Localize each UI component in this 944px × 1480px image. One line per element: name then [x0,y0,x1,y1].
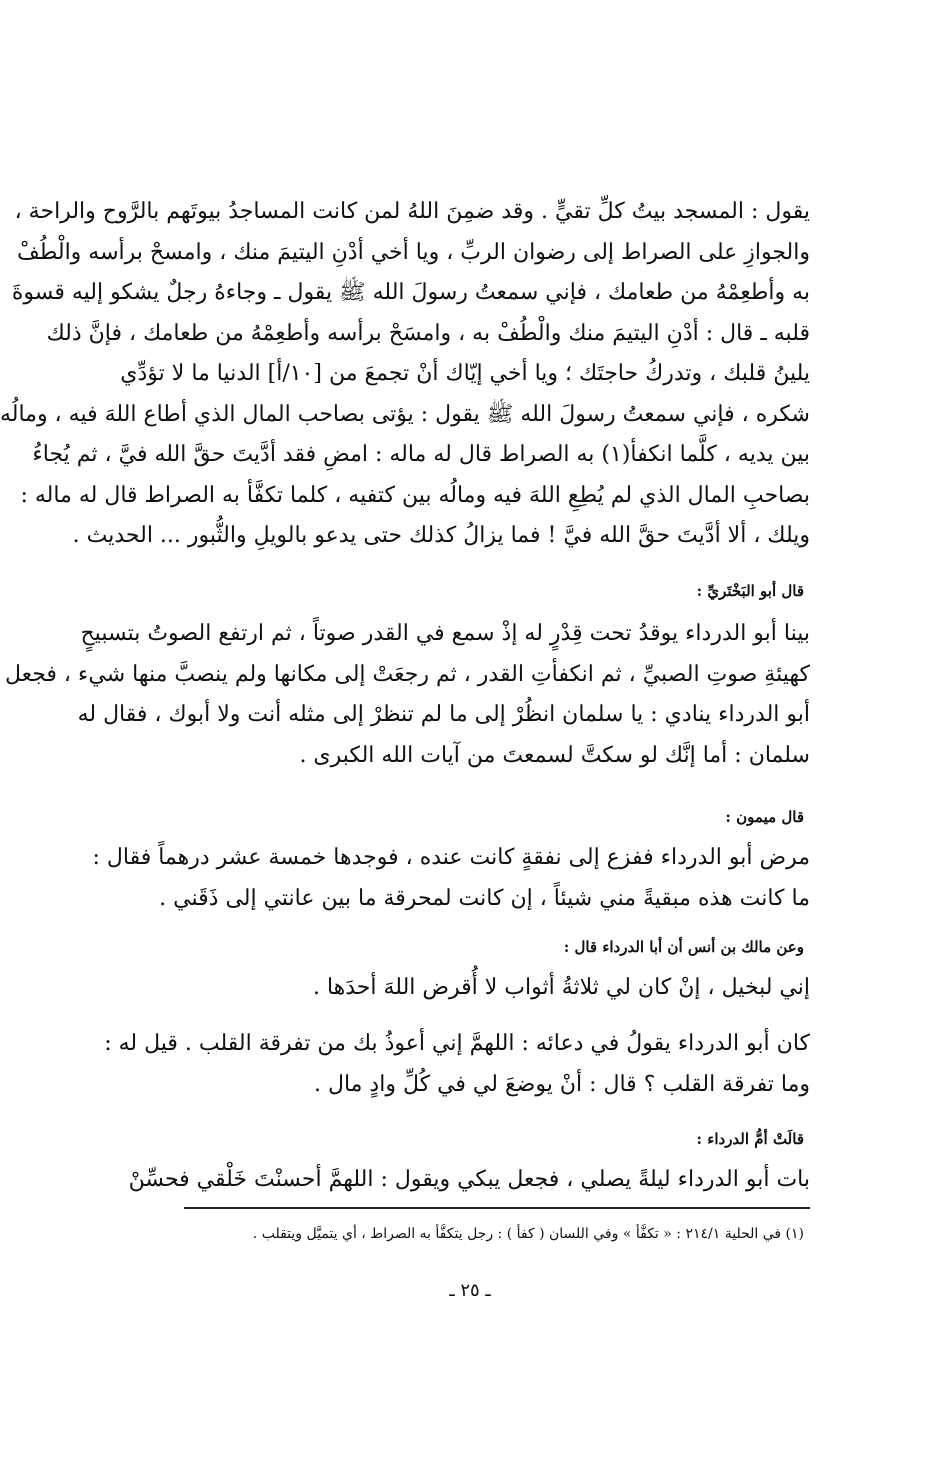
text-line: يقول : المسجد بيتُ كلِّ تقيٍّ . وقد ضمِنَ اللهُ لمن كانت المساجدُ بيوتَهم بالرَّوح والراحة ، [14,199,810,224]
text-line: قلبه ـ قال : أدْنِ اليتيمَ منك والْطُفْ به ، وامسَحْ برأسه وأطعِمْهُ من طعامك ، فإنَّ ذلك [46,320,810,346]
section-heading: قال أبو البَخْتَريِّ : [696,582,804,600]
text-line: أبو الدرداء ينادي : يا سلمان انظُرْ إلى ما لم تنظرْ إلى مثله أنت ولا أبوك ، فقال له [77,702,810,727]
footnote: (١) في الحلية ٢١٤/١ : « تكفَّأ » وفي اللسان ( كفأ ) : رجل يتكفَّأ به الصراط ، أي يتميَّل ويتقلب . [252,1226,804,1242]
text-line: والجوازِ على الصراط إلى رضوان الربِّ ، ويا أخي أدْنِ اليتيمَ منك ، وامسحْ برأسه والْطُفْ [17,239,810,265]
paragraph-6 [120,1160,810,1201]
text-line: بات أبو الدرداء ليلةً يصلي ، فجعل يبكي ويقول : اللهمَّ أحسنْتَ خَلْقي فحسِّنْ [128,1167,810,1192]
page-number: ـ ٢٥ ـ [449,1280,491,1301]
text-line: كان أبو الدرداء يقولُ في دعائه : اللهمَّ إني أعوذُ بك من تفرقة القلب . قيل له : [104,1031,810,1056]
paragraph-3 [92,838,810,919]
text-line: سلمان : أما إنَّك لو سكتَّ لسمعتَ من آيات الله الكبرى . [299,742,810,768]
text-line: كهيئةِ صوتِ الصبيِّ ، ثم انكفأتِ القدر ، ثم رجعَتْ إلى مكانها ولم ينصبَّ منها شيء ، فجعل [4,661,810,687]
text-line: بين يديه ، كلَّما انكفأ(١) به الصراط قال له ماله : امضِ فقد أدَّيتَ حقَّ الله فيَّ ، ثم يُجاءُ [32,442,810,467]
text-line: بينا أبو الدرداء يوقدُ تحت قِدْرٍ له إذْ سمع في القدر صوتاً ، ثم ارتفع الصوتُ بتسبيحٍ [80,621,810,646]
text-line: ما كانت هذه مبقيةً مني شيئاً ، إن كانت لمحرقة ما بين عانتي إلى ذَقَني . [159,885,810,911]
text-line: به وأطعِمْهُ من طعامك ، فإني سمعتُ رسولَ الله ﷺ يقول ـ وجاءهُ رجلٌ يشكو إليه قسوةَ [11,280,810,305]
text-line: يلينُ قلبك ، وتدركُ حاجتَك ؛ ويا أخي إيّاك أنْ تجمعَ من [١٠/أ] الدنيا ما لا تؤدِّي [120,361,810,386]
text-line: بصاحبِ المال الذي لم يُطِعِ اللهَ فيه ومالُه بين كتفيه ، كلما تكفَّأ به الصراط قال له ماله : [20,482,810,508]
text-line: وما تفرقة القلب ؟ قال : أنْ يوضعَ لي في كُلِّ وادٍ مال . [313,1071,810,1097]
text-line: إني لبخيل ، إنْ كان لي ثلاثةُ أثواب لا أُقرض اللهَ أحدَها . [312,975,810,1000]
footnote-rule [184,1207,810,1209]
text-line: مرض أبو الدرداء ففزع إلى نفقةٍ كانت عنده ، فوجدها خمسة عشر درهماً فقال : [92,845,810,870]
paragraph-5 [104,1024,810,1105]
section-heading: قال ميمون : [725,808,804,826]
paragraph-1 [0,192,810,557]
paragraph-2 [4,614,810,776]
section-heading: قالَتْ أمُّ الدرداء : [696,1130,804,1148]
section-heading: وعن مالك بن أنس أن أبا الدرداء قال : [563,938,804,956]
text-line: شكره ، فإني سمعتُ رسولَ الله ﷺ يقول : يؤتى بصاحب المال الذي أطاع اللهَ فيه ، ومالُه [0,401,810,427]
paragraph-4 [120,968,810,1009]
text-line: ويلك ، ألا أدَّيتَ حقَّ الله فيَّ ! فما يزالُ كذلك حتى يدعو بالويلِ والثُّبور ... الحديث . [72,523,810,548]
